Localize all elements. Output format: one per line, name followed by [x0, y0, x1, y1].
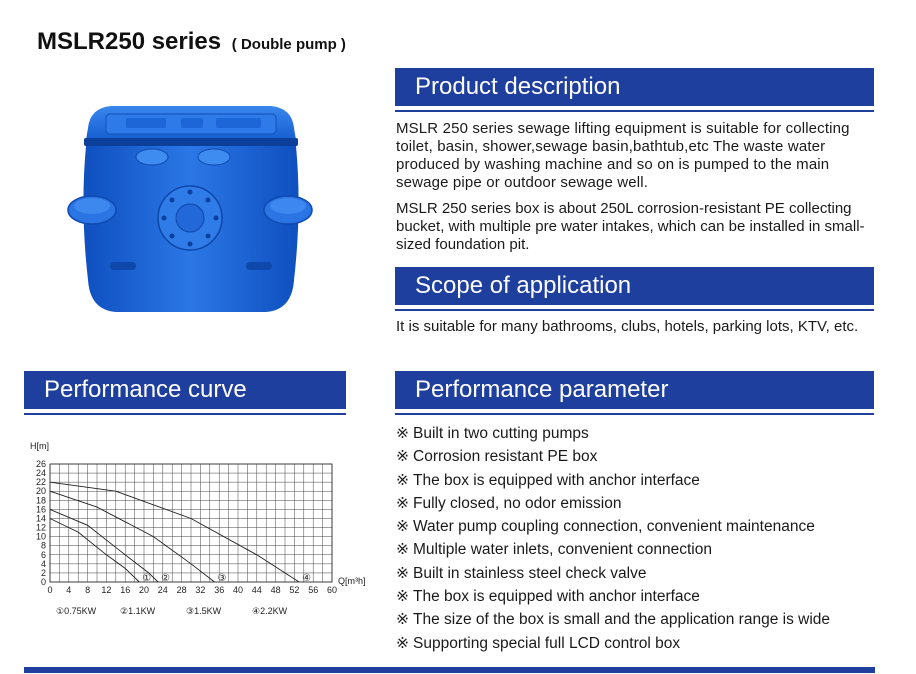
x-tick-label: 44 — [251, 585, 262, 595]
y-axis-label: H[m] — [30, 441, 49, 451]
series-marker-label: ① — [142, 573, 152, 584]
parameter-item-text: Built in stainless steel check valve — [413, 564, 647, 582]
parameter-item-text: The box is equipped with anchor interface — [413, 588, 700, 606]
reference-mark-icon: ※ — [396, 588, 409, 606]
page-subtitle: ( Double pump ) — [231, 36, 346, 53]
x-tick-label: 56 — [308, 585, 319, 595]
series-marker-label: ② — [161, 573, 171, 584]
parameter-item — [396, 492, 830, 515]
performance-curve-header — [24, 371, 346, 409]
parameter-item — [396, 632, 830, 655]
y-tick-label: 8 — [40, 540, 46, 551]
x-tick-label: 0 — [47, 585, 53, 595]
product-description-header — [395, 68, 874, 106]
series-line — [50, 519, 139, 583]
y-tick-label: 4 — [40, 558, 46, 569]
x-tick-label: 36 — [214, 585, 225, 595]
scope-heading: Scope of application — [415, 272, 632, 299]
x-tick-label: 4 — [66, 585, 72, 595]
scope-header — [395, 267, 874, 305]
parameter-item-text: Built in two cutting pumps — [413, 425, 589, 442]
reference-mark-icon: ※ — [396, 494, 409, 512]
parameter-item — [396, 469, 830, 492]
series-marker-label: ④ — [302, 573, 312, 584]
footer-bar — [24, 667, 875, 673]
y-tick-label: 26 — [35, 459, 46, 469]
y-tick-label: 0 — [40, 577, 46, 587]
y-tick-label: 24 — [35, 468, 46, 479]
parameter-item — [396, 515, 830, 538]
performance-parameter-header — [395, 371, 874, 409]
pump-tank-icon — [68, 106, 312, 312]
parameter-item-text: Supporting special full LCD control box — [413, 634, 681, 652]
x-tick-label: 12 — [101, 585, 112, 595]
reference-mark-icon: ※ — [396, 448, 409, 466]
reference-mark-icon: ※ — [396, 564, 409, 582]
legend-entry: ③1.5KW — [186, 606, 222, 616]
parameter-item-text: Water pump coupling connection, convenient maintenance — [413, 518, 815, 536]
y-tick-label: 2 — [40, 567, 46, 578]
y-tick-label: 6 — [40, 549, 46, 560]
parameter-item-text: Multiple water inlets, convenient connection — [413, 541, 712, 559]
legend-entry: ②1.1KW — [120, 606, 156, 616]
x-tick-label: 32 — [195, 585, 206, 595]
product-description-heading: Product description — [415, 73, 621, 100]
x-tick-label: 16 — [120, 585, 131, 595]
y-tick-label: 14 — [35, 513, 46, 524]
x-axis-label: Q[m³h] — [338, 576, 366, 586]
x-tick-label: 60 — [326, 585, 338, 595]
y-tick-label: 20 — [35, 486, 46, 497]
page-title-text: MSLR250 series — [37, 28, 222, 55]
parameter-item — [396, 562, 830, 585]
y-tick-label: 22 — [35, 477, 46, 488]
x-tick-label: 8 — [85, 585, 91, 595]
y-tick-label: 10 — [35, 531, 46, 542]
legend-entry: ④2.2KW — [252, 606, 288, 616]
parameter-item — [396, 422, 830, 445]
x-tick-label: 40 — [232, 585, 244, 595]
x-tick-label: 28 — [176, 585, 187, 595]
parameter-item — [396, 445, 830, 468]
parameter-item-text: The box is equipped with anchor interface — [413, 471, 700, 489]
performance-parameter-heading: Performance parameter — [415, 376, 669, 403]
scope-text: It is suitable for many bathrooms, clubs, hotels, parking lots, KTV, etc. — [396, 318, 859, 335]
y-tick-label: 18 — [35, 495, 46, 506]
parameter-item-text: Corrosion resistant PE box — [413, 448, 598, 466]
x-tick-label: 20 — [138, 585, 150, 595]
y-tick-label: 12 — [35, 522, 46, 533]
parameter-list — [396, 422, 830, 655]
parameter-item-text: Fully closed, no odor emission — [413, 494, 622, 512]
legend-entry: ①0.75KW — [56, 606, 97, 616]
series-marker-label: ③ — [217, 573, 227, 584]
reference-mark-icon: ※ — [396, 471, 409, 489]
reference-mark-icon: ※ — [396, 425, 409, 442]
parameter-item — [396, 608, 830, 631]
y-tick-label: 16 — [35, 504, 46, 515]
product-description-para-1: MSLR 250 series sewage lifting equipment is suitable for collecting toilet, basin, shower,sewage basin,bathtub,etc The waste water produced by washing machine and so on is pumped to the main sewage pipe or outdoor sewage well. — [396, 120, 850, 191]
parameter-item — [396, 538, 830, 561]
parameter-item — [396, 585, 830, 608]
performance-curve-heading: Performance curve — [44, 376, 247, 403]
x-tick-label: 24 — [157, 585, 168, 595]
product-image — [66, 100, 316, 318]
performance-curve-chart — [20, 434, 380, 624]
reference-mark-icon: ※ — [396, 541, 409, 559]
product-description-para-2: MSLR 250 series box is about 250L corrosion-resistant PE collecting bucket, with multiple pre water intakes, which can be installed in small-sized foundation pit. — [396, 200, 865, 253]
reference-mark-icon: ※ — [396, 634, 409, 652]
reference-mark-icon: ※ — [396, 611, 409, 629]
x-tick-label: 48 — [270, 585, 281, 595]
reference-mark-icon: ※ — [396, 518, 409, 536]
x-tick-label: 52 — [289, 585, 300, 595]
parameter-item-text: The size of the box is small and the application range is wide — [413, 611, 831, 629]
page-title — [37, 28, 346, 56]
